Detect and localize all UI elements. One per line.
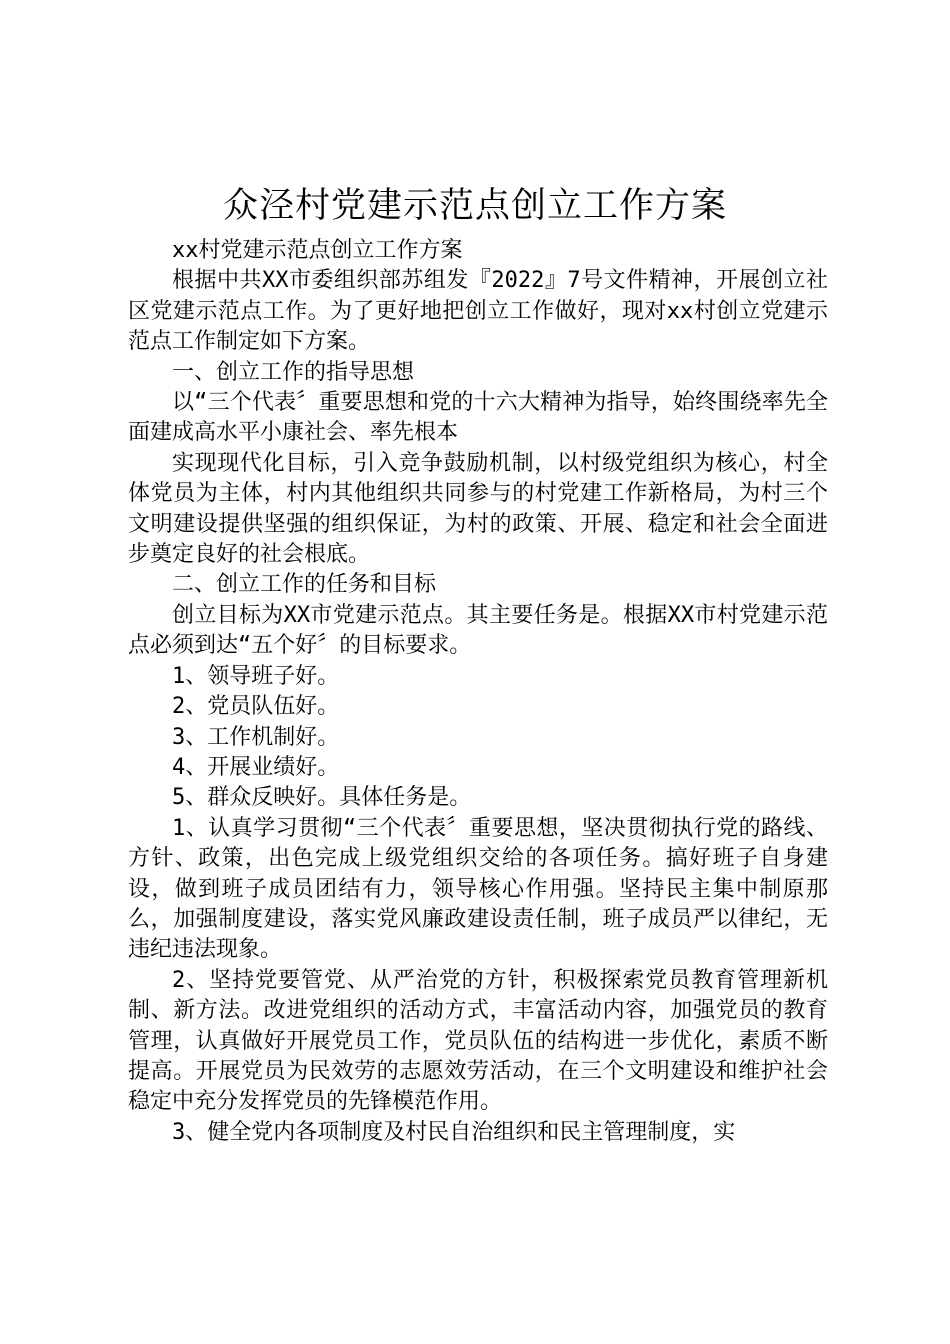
list-item: 3、工作机制好。: [172, 724, 340, 750]
section-heading-tasks-goals: 二、创立工作的任务和目标: [172, 572, 437, 598]
paragraph: 2、坚持党要管党、从严治党的方针，积极探索党员教育管理新机制、新方法。改进党组织的活动方式，丰富活动内容，加强党员的教育管理，认真做好开展党员工作，党员队伍的结构进一步优化，素质不断提高。开展党员为民效劳的志愿效劳活动，在三个文明建设和维护社会稳定中充分发挥党员的先锋模范作用。: [128, 967, 828, 1115]
document-body: [128, 236, 828, 1148]
list-item: 4、开展业绩好。: [172, 754, 340, 780]
paragraph: 实现现代化目标，引入竞争鼓励机制，以村级党组织为核心，村全体党员为主体，村内其他组织共同参与的村党建工作新格局，为村三个文明建设提供坚强的组织保证，为村的政策、开展、稳定和社会全面进步奠定良好的社会根底。: [128, 450, 828, 568]
section-heading-guiding-thought: 一、创立工作的指导思想: [172, 359, 415, 385]
paragraph: 创立目标为XX市党建示范点。其主要任务是。根据XX市村党建示范点必须到达“五个好〞的目标要求。: [128, 602, 828, 659]
paragraph: 以“三个代表〞重要思想和党的十六大精神为指导，始终围绕率先全面建成高水平小康社会、率先根本: [128, 390, 828, 446]
list-item: 5、群众反映好。具体任务是。: [172, 785, 472, 811]
list-item: 1、领导班子好。: [172, 663, 340, 689]
paragraph-subtitle: xx村党建示范点创立工作方案: [172, 238, 463, 263]
paragraph: 1、认真学习贯彻“三个代表〞重要思想，坚决贯彻执行党的路线、方针、政策，出色完成上级党组织交给的各项任务。搞好班子自身建设，做到班子成员团结有力，领导核心作用强。坚持民主集中制原那么，加强制度建设，落实党风廉政建设责任制，班子成员严以律纪，无违纪违法现象。: [128, 815, 828, 963]
paragraph: 3、健全党内各项制度及村民自治组织和民主管理制度，实: [172, 1119, 736, 1145]
paragraph-intro: 根据中共XX市委组织部苏组发『2022』7号文件精神，开展创立社区党建示范点工作。为了更好地把创立工作做好，现对xx村创立党建示范点工作制定如下方案。: [128, 268, 828, 355]
document-title: 众泾村党建示范点创立工作方案: [222, 186, 727, 226]
list-item: 2、党员队伍好。: [172, 694, 340, 720]
